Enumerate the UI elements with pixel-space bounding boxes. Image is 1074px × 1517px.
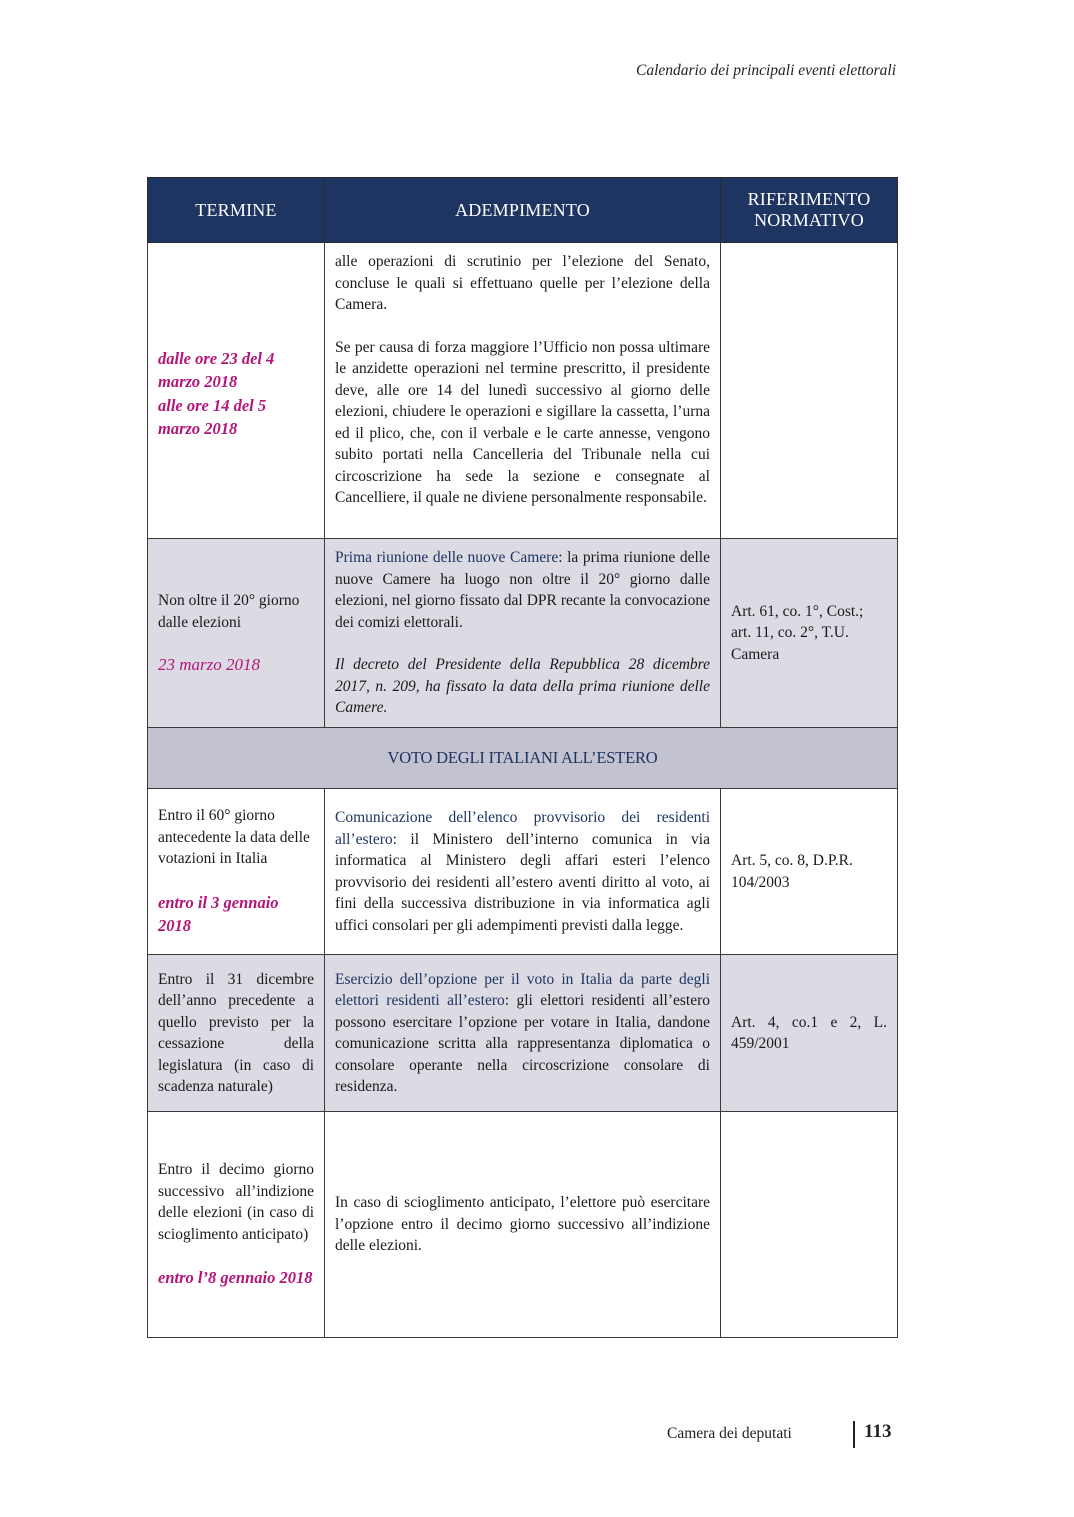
adempimento-lead: Esercizio dell’opzione per il voto in Italia da parte degli elettori residenti all’estero bbox=[335, 970, 710, 1009]
adempimento-paragraph bbox=[335, 969, 710, 1098]
adempimento-cell bbox=[325, 539, 721, 728]
termine-date: entro il 3 gennaio 2018 bbox=[158, 892, 279, 936]
adempimento-cell bbox=[325, 243, 721, 539]
riferimento-cell bbox=[721, 1112, 898, 1338]
termine-cell bbox=[148, 955, 325, 1112]
termine-cell bbox=[148, 789, 325, 955]
adempimento-lead: Prima riunione delle nuove Camere bbox=[335, 549, 559, 567]
adempimento-lead: Comunicazione dell’elenco provvisorio dei residenti all’estero bbox=[335, 809, 710, 848]
adempimento-cell bbox=[325, 789, 721, 955]
termine-text: Entro il decimo giorno successivo all’indizione delle elezioni (in caso di scioglimento anticipato) bbox=[158, 1161, 314, 1243]
table-row bbox=[148, 243, 898, 539]
adempimento-note: Il decreto del Presidente della Repubblica 28 dicembre 2017, n. 209, ha fissato la data della prima riunione delle Camere. bbox=[335, 656, 710, 717]
termine-cell bbox=[148, 1112, 325, 1338]
footer-divider bbox=[853, 1421, 855, 1448]
adempimento-cell bbox=[325, 955, 721, 1112]
footer-label: Camera dei deputati bbox=[667, 1425, 792, 1442]
calendar-table bbox=[147, 177, 898, 1338]
header-adempimento: ADEMPIMENTO bbox=[325, 178, 721, 243]
date-line: marzo 2018 bbox=[158, 419, 238, 438]
date-line: dalle ore 23 del 4 bbox=[158, 348, 275, 368]
date-line: alle ore 14 del 5 bbox=[158, 395, 267, 415]
termine-text: Entro il 31 dicembre dell’anno precedente a quello previsto per la cessazione della legislatura (in caso di scadenza naturale) bbox=[158, 970, 314, 1095]
riferimento-cell: Art. 5, co. 8, D.P.R. 104/2003 bbox=[721, 789, 898, 955]
riferimento-cell: Art. 4, co.1 e 2, L. 459/2001 bbox=[721, 955, 898, 1112]
section-title: VOTO DEGLI ITALIANI ALL’ESTERO bbox=[148, 728, 898, 789]
termine-date: entro l’8 gennaio 2018 bbox=[158, 1268, 313, 1288]
page-number: 113 bbox=[864, 1421, 892, 1442]
adempimento-paragraph: Se per causa di forza maggiore l’Ufficio non possa ultimare le anzidette operazioni nel termine prescritto, il presidente deve, alle ore 14 del lunedì successivo al giorno delle elezioni, chiudere le operazioni e sigillare la cassetta, l’urna ed il plico, che, con il verbale e le carte annesse, vengono subito portati nella Cancelleria del Tribunale nella cui circoscrizione ha sede la sezione e consegnate al Cancelliere, il quale ne diviene personalmente responsabile. bbox=[335, 338, 710, 506]
adempimento-paragraph bbox=[335, 807, 710, 936]
riferimento-cell bbox=[721, 243, 898, 539]
adempimento-text: : la prima riunione delle nuove Camere ha luogo non oltre il 20° giorno dalle elezioni, nel giorno fissato dal DPR recante la convocazione dei comizi elettorali. bbox=[335, 549, 710, 631]
date-line: marzo 2018 bbox=[158, 372, 238, 391]
adempimento-text: : il Ministero dell’interno comunica in via informatica al Ministero degli affari esteri l’elenco provvisorio dei residenti all’estero aventi diritto al voto, ai fini della successiva distribuzione in via informatica agli uffici consolari per gli adempimenti previsti dalla legge. bbox=[335, 830, 710, 934]
adempimento-text: : gli elettori residenti all’estero possono esercitare l’opzione per votare in Italia, dandone comunicazione scritta alla rappresentanza diplomatica o consolare operante nella circoscrizione consolare di residenza. bbox=[335, 992, 710, 1095]
adempimento-paragraph: alle operazioni di scrutinio per l’elezione del Senato, concluse le quali si effettuano quelle per l’elezione della Camera. bbox=[335, 253, 710, 313]
adempimento-cell bbox=[325, 1112, 721, 1338]
table-header-row bbox=[148, 178, 898, 243]
section-row bbox=[148, 728, 898, 789]
termine-cell bbox=[148, 243, 325, 539]
table-row bbox=[148, 955, 898, 1112]
adempimento-paragraph bbox=[335, 547, 710, 633]
adempimento-paragraph: In caso di scioglimento anticipato, l’elettore può esercitare l’opzione entro il decimo giorno successivo all’indizione delle elezioni. bbox=[335, 1194, 710, 1255]
termine-text: Entro il 60° giorno antecedente la data delle votazioni in Italia bbox=[158, 807, 310, 868]
termine-text: Non oltre il 20° giorno dalle elezioni bbox=[158, 592, 300, 631]
termine-date bbox=[158, 347, 314, 441]
table-row bbox=[148, 789, 898, 955]
termine-cell bbox=[148, 539, 325, 728]
termine-date: 23 marzo 2018 bbox=[158, 655, 261, 675]
running-head: Calendario dei principali eventi elettorali bbox=[635, 62, 896, 79]
table-row bbox=[148, 1112, 898, 1338]
table-row bbox=[148, 539, 898, 728]
header-termine: TERMINE bbox=[148, 178, 325, 243]
riferimento-cell: Art. 61, co. 1°, Cost.; art. 11, co. 2°, T.U. Camera bbox=[721, 539, 898, 728]
header-riferimento: RIFERIMENTO NORMATIVO bbox=[721, 178, 898, 243]
